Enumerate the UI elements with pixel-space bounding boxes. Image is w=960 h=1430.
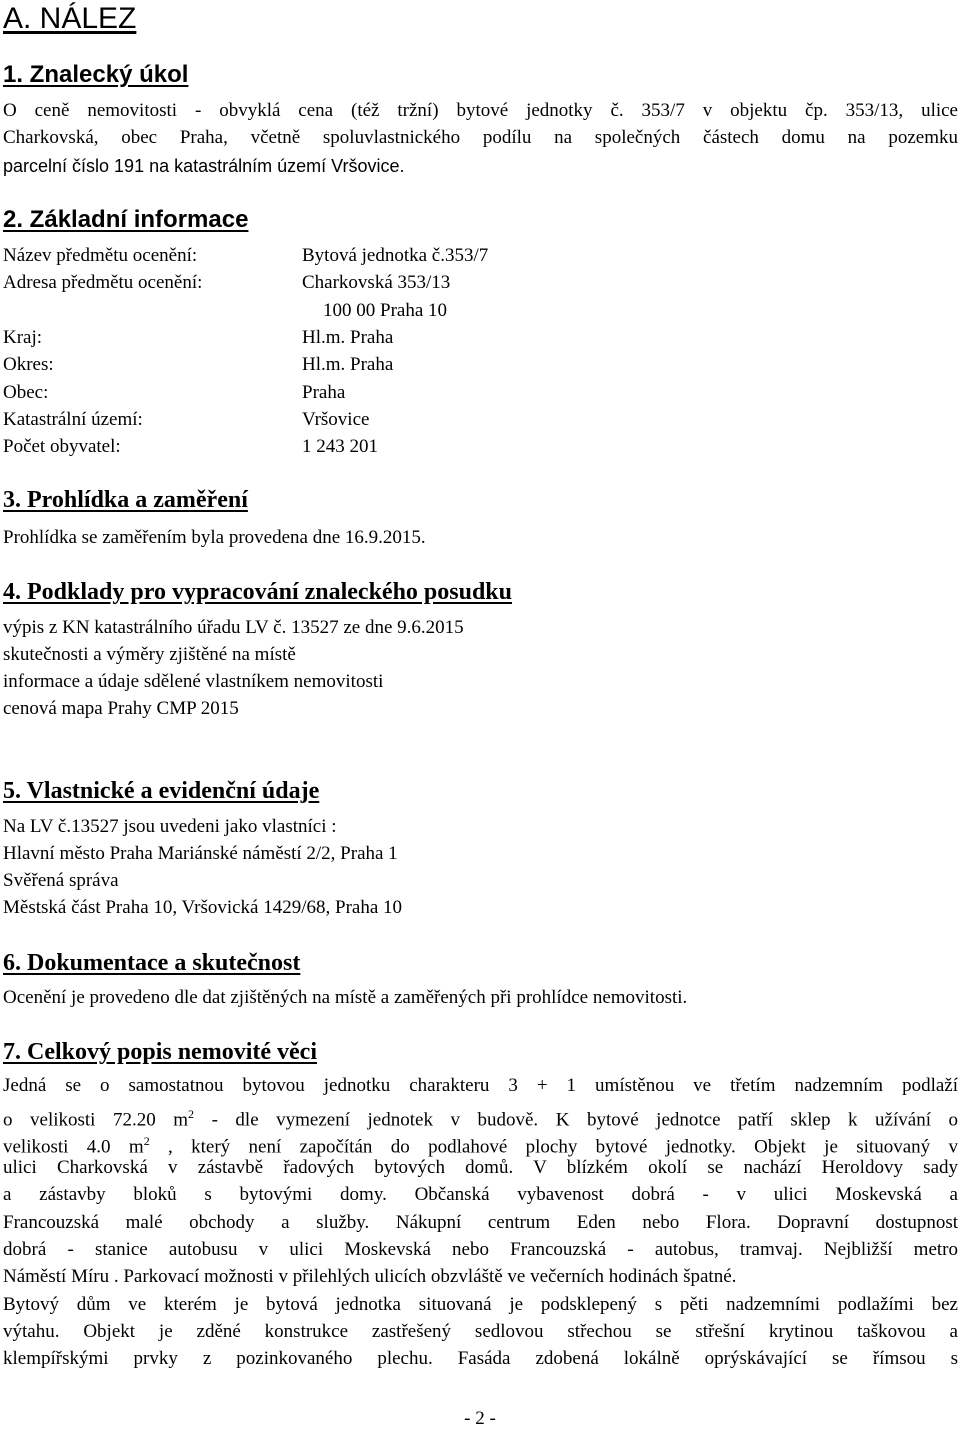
page-number: - 2 - [464, 1408, 496, 1429]
section-5-title: 5. Vlastnické a evidenční údaje [3, 778, 320, 804]
s7-line-11: klempířskými prvky z pozinkovaného plechu. Fasáda zdobená lokálně oprýskávající se římsou s [3, 1348, 958, 1369]
info-value: Charkovská 353/13 [302, 272, 451, 293]
s4-line-3: informace a údaje sdělené vlastníkem nemovitosti [3, 671, 384, 692]
section-3-title: 3. Prohlídka a zaměření [3, 487, 248, 513]
s4-line-2: skutečnosti a výměry zjištěné na místě [3, 644, 296, 665]
s5-line-4: Městská část Praha 10, Vršovická 1429/68, Praha 10 [3, 897, 403, 918]
info-value: Bytová jednotka č.353/7 [302, 245, 489, 266]
info-label: Název předmětu ocenění: [3, 245, 198, 266]
s7-line-6: Francouzská malé obchody a služby. Nákupní centrum Eden nebo Flora. Dopravní dostupnost [3, 1212, 958, 1233]
s7-line-9: Bytový dům ve kterém je bytová jednotka situovaná je podsklepený s pěti nadzemními podlažími bez [3, 1294, 958, 1315]
s7-line-3: velikosti 4.0 $m^2$ , který není započítán do podlahové plochy bytové jednotky. Objekt je situovaný v [3, 1134, 958, 1158]
s6-text: Ocenění je provedeno dle dat zjištěných na místě a zaměřených při prohlídce nemovitosti. [3, 987, 688, 1008]
section-6-title: 6. Dokumentace a skutečnost [3, 950, 301, 976]
s7-line-4: ulici Charkovská v zástavbě řadových bytových domů. V blízkém okolí se nachází Heroldovy sady [3, 1157, 958, 1178]
s5-line-3: Svěřená správa [3, 870, 119, 891]
info-value: Vršovice [302, 409, 370, 430]
info-label: Počet obyvatel: [3, 436, 121, 457]
s1-line-3: parcelní číslo 191 na katastrálním území Vršovice. [3, 156, 405, 176]
section-heading-nalez: A. NÁLEZ [3, 2, 137, 35]
s3-text: Prohlídka se zaměřením byla provedena dne 16.9.2015. [3, 527, 426, 548]
s7-line-8: Náměstí Míru . Parkovací možnosti v přilehlých ulicích obzvláště ve večerních hodinách špatné. [3, 1266, 737, 1287]
info-value: Hl.m. Praha [302, 327, 394, 348]
s7-line-1: Jedná se o samostatnou bytovou jednotku charakteru 3 + 1 umístěnou ve třetím nadzemním podlaží [3, 1075, 958, 1096]
info-value: Hl.m. Praha [302, 354, 394, 375]
s4-line-1: výpis z KN katastrálního úřadu LV č. 13527 ze dne 9.6.2015 [3, 617, 464, 638]
section-1-title: 1. Znalecký úkol [3, 61, 189, 88]
info-value: 100 00 Praha 10 [323, 300, 448, 321]
section-2-title: 2. Základní informace [3, 206, 249, 233]
s5-line-2: Hlavní město Praha Mariánské náměstí 2/2, Praha 1 [3, 843, 398, 864]
section-4-title: 4. Podklady pro vypracování znaleckého posudku [3, 579, 513, 605]
info-label: Obec: [3, 382, 49, 403]
s4-line-4: cenová mapa Prahy CMP 2015 [3, 698, 239, 719]
info-label: Adresa předmětu ocenění: [3, 272, 203, 293]
info-label: Kraj: [3, 327, 43, 348]
s7-line-5: a zástavby bloků s bytovými domy. Občanská vybavenost dobrá - v ulici Moskevská a [3, 1184, 958, 1205]
info-value: 1 243 201 [302, 436, 378, 457]
s1-line-2: Charkovská, obec Praha, včetně spoluvlastnického podílu na společných částech domu na pozemku [3, 127, 958, 148]
s5-line-1: Na LV č.13527 jsou uvedeni jako vlastníci : [3, 816, 337, 837]
s7-line-7: dobrá - stanice autobusu v ulici Moskevská nebo Francouzská - autobus, tramvaj. Nejbližší metro [3, 1239, 958, 1260]
s7-line-2: o velikosti 72.20 $m^2$ - dle vymezení jednotek v budově. K bytové jednotce patří sklep k užívání o [3, 1107, 958, 1131]
info-value: Praha [302, 382, 346, 403]
info-label: Okres: [3, 354, 54, 375]
info-label: Katastrální území: [3, 409, 143, 430]
s1-line-1: O ceně nemovitosti - obvyklá cena (též tržní) bytové jednotky č. 353/7 v objektu čp. 353/13, ulice [3, 100, 958, 121]
s7-line-10: výtahu. Objekt je zděné konstrukce zastřešený sedlovou střechou se střešní krytinou taškovou a [3, 1321, 958, 1342]
section-7-title: 7. Celkový popis nemovité věci [3, 1039, 317, 1065]
